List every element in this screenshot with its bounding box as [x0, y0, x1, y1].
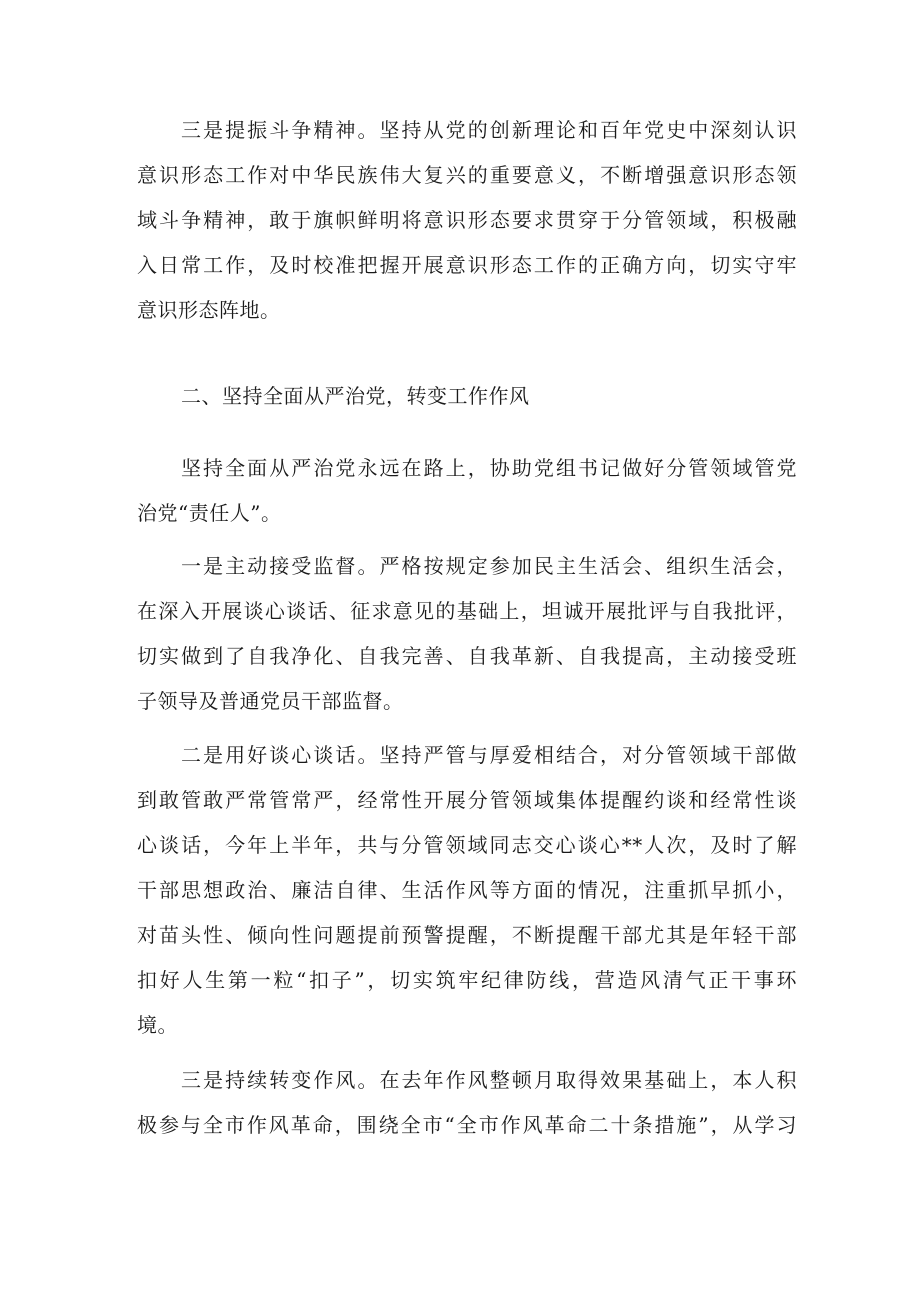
paragraph-line: 三是持续转变作风。在去年作风整顿月取得效果基础上，本人积: [181, 1068, 797, 1092]
paragraph-line: 极参与全市作风革命，围绕全市“全市作风革命二十条措施”，从学习: [137, 1113, 797, 1137]
paragraph-line: 治党“责任人”。: [137, 501, 282, 525]
paragraph-line: 二是用好谈心谈话。坚持严管与厚爱相结合，对分管领域干部做: [181, 743, 797, 767]
paragraph-line: 意识形态阵地。: [137, 298, 281, 322]
paragraph-line: 对苗头性、倾向性问题提前预警提醒，不断提醒干部尤其是年轻干部: [137, 923, 797, 947]
paragraph-line: 域斗争精神，敢于旗帜鲜明将意识形态要求贯穿于分管领域，积极融: [137, 208, 797, 232]
paragraph-struggle-spirit: [137, 108, 797, 333]
paragraph-line: 干部思想政治、廉洁自律、生活作风等方面的情况，注重抓早抓小，: [137, 878, 797, 902]
paragraph-line: 入日常工作，及时校准把握开展意识形态工作的正确方向，切实守牢: [137, 253, 797, 277]
paragraph-intro: [137, 446, 797, 536]
section-heading: 二、坚持全面从严治党，转变工作作风: [181, 384, 530, 408]
paragraph-line: 心谈话，今年上半年，共与分管领域同志交心谈心**人次，及时了解: [137, 833, 797, 857]
paragraph-line: 三是提振斗争精神。坚持从党的创新理论和百年党史中深刻认识: [181, 118, 797, 142]
paragraph-line: 坚持全面从严治党永远在路上，协助党组书记做好分管领域管党: [181, 456, 797, 480]
paragraph-line: 境。: [137, 1013, 178, 1037]
paragraph-line: 在深入开展谈心谈话、征求意见的基础上，坦诚开展批评与自我批评，: [137, 599, 797, 623]
paragraph-line: 扣好人生第一粒“扣子”，切实筑牢纪律防线，营造风清气正干事环: [137, 968, 797, 992]
paragraph-line: 到敢管敢严常管常严，经常性开展分管领域集体提醒约谈和经常性谈: [137, 788, 797, 812]
paragraph-heart-talks: [137, 733, 797, 1048]
paragraph-line: 一是主动接受监督。严格按规定参加民主生活会、组织生活会，: [181, 554, 797, 578]
paragraph-line: 子领导及普通党员干部监督。: [137, 689, 404, 713]
paragraph-supervision: [137, 544, 797, 724]
paragraph-line: 切实做到了自我净化、自我完善、自我革新、自我提高，主动接受班: [137, 644, 797, 668]
paragraph-work-style: [137, 1058, 797, 1148]
paragraph-line: 意识形态工作对中华民族伟大复兴的重要意义，不断增强意识形态领: [137, 163, 797, 187]
